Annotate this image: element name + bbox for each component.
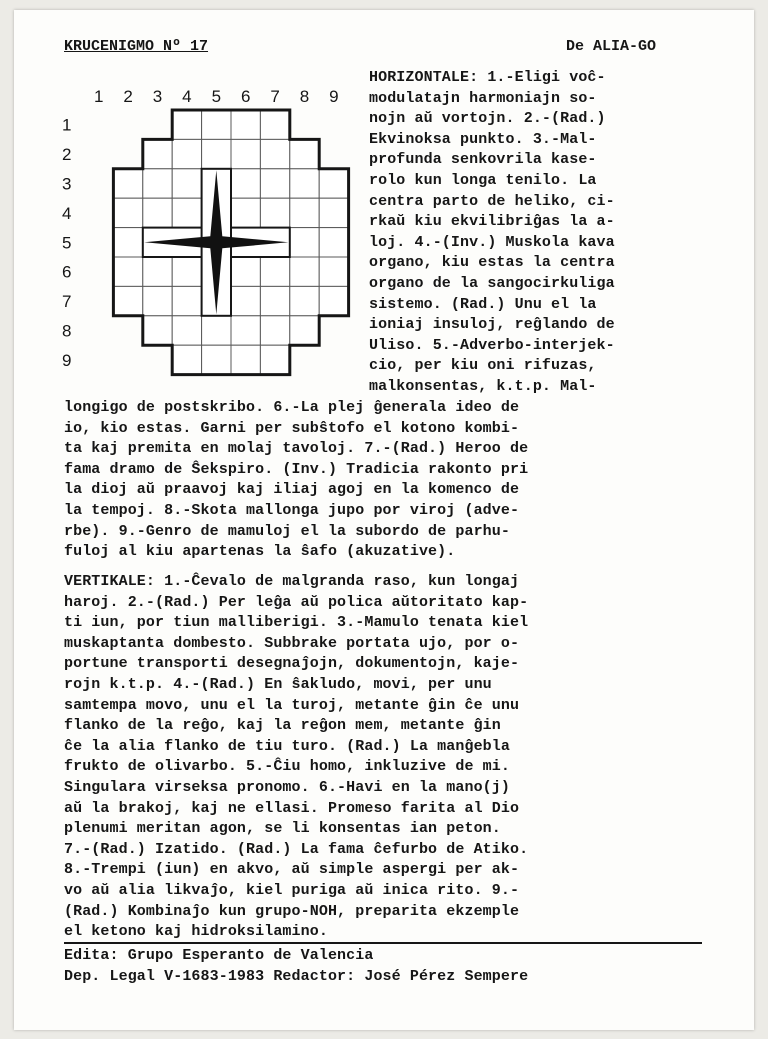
grid-cell bbox=[260, 198, 289, 227]
grid-cell bbox=[202, 110, 231, 139]
grid-cell bbox=[231, 169, 260, 198]
column-number: 9 bbox=[329, 87, 339, 106]
horizontale-line: sistemo. (Rad.) Unu el la bbox=[369, 295, 597, 313]
row-number: 7 bbox=[62, 292, 72, 312]
grid-cell bbox=[202, 316, 231, 345]
column-number: 5 bbox=[211, 87, 222, 106]
column-number: 2 bbox=[123, 87, 133, 106]
footer-rule bbox=[64, 942, 702, 944]
vertikale-line: VERTIKALE: 1.-Ĉevalo de malgranda raso, kun longaj bbox=[64, 573, 520, 590]
column-number: 1 bbox=[93, 87, 104, 106]
column-number: 3 bbox=[152, 87, 163, 106]
vertikale-text bbox=[64, 572, 528, 943]
grid-cell bbox=[143, 257, 172, 286]
grid-cell bbox=[143, 286, 172, 315]
grid-cell bbox=[290, 228, 319, 257]
horizontale-line: cio, per kiu oni rifuzas, bbox=[369, 357, 597, 375]
grid-cell bbox=[143, 139, 172, 168]
grid-cell bbox=[290, 139, 319, 168]
grid-cell bbox=[143, 316, 172, 345]
grid-cell bbox=[172, 139, 201, 168]
vertikale-line: muskaptanta dombesto. Subbrake portata ujo, por o- bbox=[64, 634, 520, 652]
horizontale-full-text bbox=[64, 398, 528, 563]
grid-cell bbox=[231, 316, 260, 345]
row-number: 2 bbox=[62, 145, 72, 165]
row-number: 3 bbox=[62, 174, 72, 194]
grid-cell bbox=[231, 139, 260, 168]
horizontale-line: longigo de postskribo. 6.-La plej ĝenerala ideo de bbox=[64, 399, 520, 416]
horizontale-line: la tempoj. 8.-Skota mallonga jupo por viroj (adve- bbox=[64, 501, 520, 519]
grid-cell bbox=[231, 257, 260, 286]
horizontale-line: rbe). 9.-Genro de mamuloj el la subordo de parhu- bbox=[64, 522, 510, 540]
grid-cell bbox=[113, 169, 142, 198]
column-number: 7 bbox=[270, 87, 280, 106]
crossword-grid bbox=[60, 84, 360, 384]
horizontale-line: fuloj al kiu apartenas la ŝafo (akuzative). bbox=[64, 543, 456, 561]
puzzle-title: KRUCENIGMO Nº 17 bbox=[64, 38, 209, 55]
grid-cell bbox=[172, 110, 201, 139]
row-number: 6 bbox=[62, 262, 72, 282]
grid-cell bbox=[231, 110, 260, 139]
column-number: 8 bbox=[299, 87, 310, 106]
vertikale-line: rojn k.t.p. 4.-(Rad.) En ŝakludo, movi, per unu bbox=[64, 675, 492, 693]
column-number: 6 bbox=[240, 87, 251, 106]
vertikale-line: samtempa movo, unu el la turoj, metante ĝin ĉe unu bbox=[64, 696, 520, 714]
grid-cell bbox=[172, 169, 201, 198]
grid-cell bbox=[172, 345, 201, 374]
grid-cell bbox=[202, 139, 231, 168]
horizontale-line: io, kio estas. Garni per subŝtofo el kotono kombi- bbox=[64, 419, 520, 437]
row-number: 8 bbox=[62, 321, 72, 341]
footer-legal: Dep. Legal V-1683-1983 Redactor: José Pérez Sempere bbox=[64, 968, 529, 985]
grid-cell bbox=[260, 169, 289, 198]
horizontale-line: profunda senkovrila kase- bbox=[369, 151, 597, 169]
vertikale-line: (Rad.) Kombinaĵo kun grupo-NOH, preparita ekzemple bbox=[64, 902, 520, 920]
row-number: 4 bbox=[62, 203, 72, 223]
horizontale-line: rkaŭ kiu ekvilibriĝas la a- bbox=[369, 213, 615, 231]
vertikale-line: aŭ la brakoj, kaj ne ellasi. Promeso farita al Dio bbox=[64, 799, 520, 817]
grid-cell bbox=[113, 257, 142, 286]
grid-cell bbox=[290, 286, 319, 315]
grid-cell bbox=[231, 345, 260, 374]
horizontale-line: la dioj aŭ praavoj kaj iliaj agoj en la komenco de bbox=[64, 481, 520, 499]
horizontale-line: centra parto de heliko, ci- bbox=[369, 192, 615, 210]
grid-cell bbox=[143, 169, 172, 198]
grid-cell bbox=[172, 198, 201, 227]
footer-publisher: Edita: Grupo Esperanto de Valencia bbox=[64, 947, 374, 964]
grid-cell bbox=[113, 228, 142, 257]
grid-cell bbox=[319, 228, 348, 257]
grid-cell bbox=[202, 345, 231, 374]
horizontale-line: rolo kun longa tenilo. La bbox=[369, 171, 597, 189]
horizontale-line: nojn aŭ vortojn. 2.-(Rad.) bbox=[369, 110, 606, 128]
grid-cell bbox=[113, 286, 142, 315]
vertikale-line: 7.-(Rad.) Izatido. (Rad.) La fama ĉefurbo de Atiko. bbox=[64, 840, 529, 858]
grid-cell bbox=[319, 286, 348, 315]
grid-cell bbox=[143, 198, 172, 227]
grid-cell bbox=[231, 286, 260, 315]
vertikale-line: flanko de la reĝo, kaj la reĝon mem, metante ĝin bbox=[64, 717, 501, 735]
vertikale-line: el ketono kaj hidroksilamino. bbox=[64, 923, 328, 941]
grid-cell bbox=[260, 257, 289, 286]
grid-cell bbox=[319, 169, 348, 198]
vertikale-line: vo aŭ alia likvaĵo, kiel puriga aŭ inica rito. 9.- bbox=[64, 881, 520, 899]
grid-cell bbox=[172, 286, 201, 315]
column-number: 4 bbox=[182, 87, 192, 106]
grid-cell bbox=[172, 316, 201, 345]
grid-cell bbox=[260, 345, 289, 374]
vertikale-line: haroj. 2.-(Rad.) Per leĝa aŭ polica aŭtoritato kap- bbox=[64, 593, 529, 611]
horizontale-line: fama dramo de Ŝekspiro. (Inv.) Tradicia rakonto pri bbox=[64, 460, 529, 478]
row-number: 1 bbox=[62, 115, 72, 135]
grid-cell bbox=[260, 139, 289, 168]
crossword-grid-area bbox=[60, 84, 360, 384]
vertikale-line: Singulara virseksa pronomo. 6.-Havi en la mano(j) bbox=[64, 778, 510, 796]
vertikale-line: 8.-Trempi (iun) en akvo, aŭ simple aspergi per ak- bbox=[64, 861, 520, 879]
horizontale-line: HORIZONTALE: 1.-Eligi voĉ- bbox=[369, 69, 606, 86]
vertikale-line: ti iun, por tiun malliberigi. 3.-Mamulo tenata kiel bbox=[64, 614, 529, 632]
puzzle-author: De ALIA-GO bbox=[566, 38, 657, 55]
horizontale-line: loj. 4.-(Inv.) Muskola kava bbox=[369, 233, 615, 251]
grid-cell bbox=[172, 257, 201, 286]
grid-cell bbox=[290, 198, 319, 227]
grid-cell bbox=[290, 257, 319, 286]
vertikale-line: ĉe la alia flanko de tiu turo. (Rad.) La manĝebla bbox=[64, 737, 510, 755]
horizontale-line: ta kaj premita en molaj tavoloj. 7.-(Rad.) Heroo de bbox=[64, 440, 529, 458]
horizontale-side-text bbox=[369, 68, 615, 398]
horizontale-line: malkonsentas, k.t.p. Mal- bbox=[369, 377, 597, 395]
horizontale-line: organo, kiu estas la centra bbox=[369, 254, 615, 272]
grid-cell bbox=[113, 198, 142, 227]
vertikale-line: plenumi meritan agon, se li konsentas ian peton. bbox=[64, 820, 501, 838]
grid-cell bbox=[260, 286, 289, 315]
grid-cell bbox=[260, 316, 289, 345]
row-number: 9 bbox=[62, 350, 72, 370]
horizontale-line: ioniaj insuloj, reĝlando de bbox=[369, 316, 615, 334]
row-number: 5 bbox=[62, 233, 72, 253]
grid-cell bbox=[319, 257, 348, 286]
grid-cell bbox=[290, 316, 319, 345]
grid-cell bbox=[290, 169, 319, 198]
grid-cell bbox=[231, 198, 260, 227]
horizontale-line: organo de la sangocirkuliga bbox=[369, 274, 615, 292]
vertikale-line: frukto de olivarbo. 5.-Ĉiu homo, inkluzive de mi. bbox=[64, 758, 510, 776]
horizontale-line: Uliso. 5.-Adverbo-interjek- bbox=[369, 336, 615, 354]
horizontale-line: Ekvinoksa punkto. 3.-Mal- bbox=[369, 130, 597, 148]
grid-cell bbox=[319, 198, 348, 227]
horizontale-line: modulatajn harmoniajn so- bbox=[369, 89, 597, 107]
vertikale-line: portune transporti desegnaĵojn, dokumentojn, kaje- bbox=[64, 655, 520, 673]
grid-cell bbox=[260, 110, 289, 139]
